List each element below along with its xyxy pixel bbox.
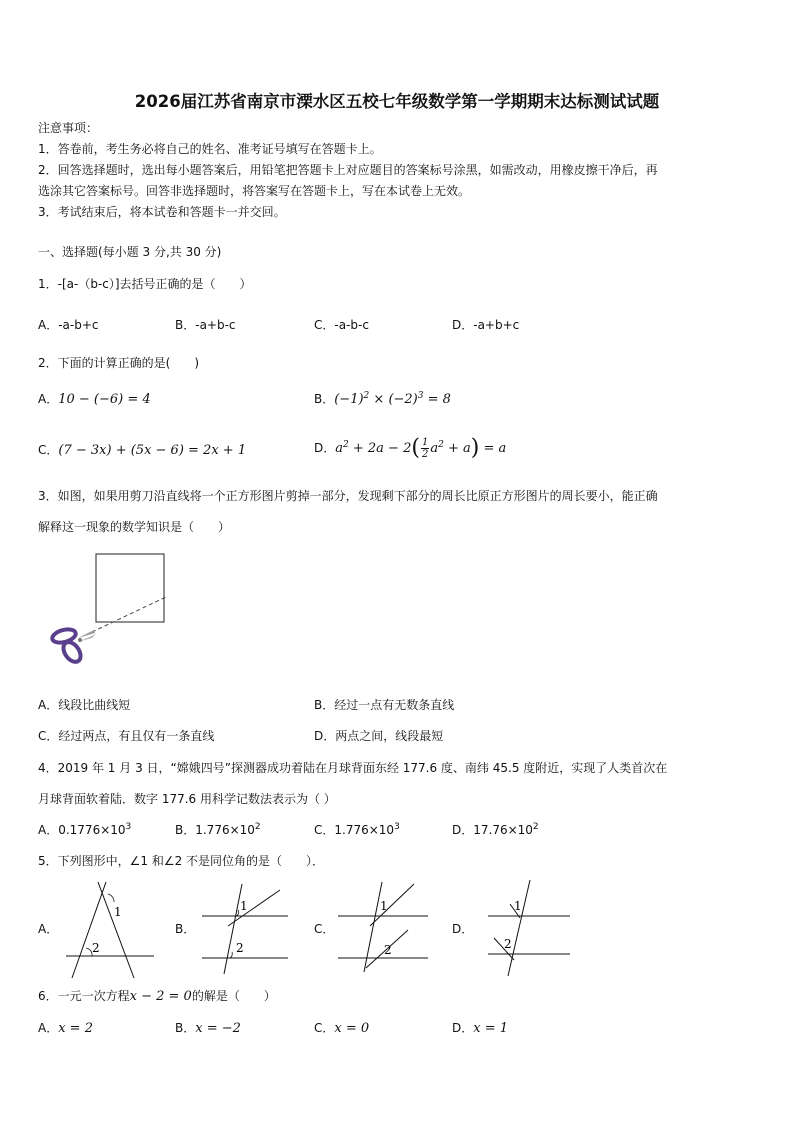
q2-a-label: A． (38, 392, 59, 406)
q1-stem: 1．-[a-（b-c）]去括号正确的是（ ） (38, 277, 252, 291)
q4-option-c: C．$1.776\times 10^3$ (314, 822, 400, 837)
q2-d-exp: 2 (438, 440, 444, 450)
q2-d-part: + 2a − 2 (348, 441, 412, 456)
q2-option-b (314, 392, 451, 409)
notice-heading: 注意事项： (38, 121, 99, 135)
q3-option-a: A．线段比曲线短 (38, 698, 131, 712)
angle-label: 1 (514, 899, 522, 913)
q2-option-c (38, 443, 246, 458)
notice-item: 3．考试结束后，将本试卷和答题卡一并交回。 (38, 205, 286, 219)
q2-d-part: a (335, 441, 344, 456)
q5-figure-c (334, 880, 434, 974)
q5-figure-a (62, 880, 160, 980)
q2-d-exp: 2 (343, 440, 349, 450)
q2-stem: 2．下面的计算正确的是( ) (38, 356, 199, 370)
q2-c-expr: (7 − 3x) + (5x − 6) = 2x + 1 (58, 443, 247, 458)
q1-option-d: D．-a+b+c (452, 318, 520, 332)
scissors-cut-figure (48, 552, 178, 670)
q5-option-d: D． (452, 922, 474, 936)
angle-label: 2 (504, 937, 512, 951)
q5-figure-d (480, 878, 574, 978)
cut-line (92, 597, 166, 632)
q4-option-b: B．$1.776\times 10^2$ (175, 822, 261, 837)
q2-b-part: × (−2) (369, 392, 418, 407)
q6-equation: x − 2 = 0 (129, 989, 192, 1004)
q3-option-d: D．两点之间，线段最短 (314, 729, 444, 743)
q6-option-b: B．x = −2 (175, 1021, 241, 1036)
angle-label: 2 (384, 943, 392, 957)
q5-figure-b (196, 882, 292, 974)
q2-d-part: + a (443, 441, 471, 456)
q2-a-expr: 10 − (−6) = 4 (58, 392, 151, 407)
q2-option-a (38, 392, 151, 407)
q2-c-label: C． (38, 443, 59, 457)
q2-option-d: D．$a^2 + 2a - 2$( $\frac{1}{2}$ $a^2 + a) = a$ (314, 435, 507, 461)
q2-d-label: D． (314, 441, 336, 455)
q2-b-part: (−1) (334, 392, 364, 407)
q3-option-c: C．经过两点，有且仅有一条直线 (38, 729, 215, 743)
q3-option-b: B．经过一点有无数条直线 (314, 698, 455, 712)
q2-b-exp: 2 (363, 391, 370, 401)
q4-option-a: A．$0.1776\times 10^3$ (38, 822, 132, 837)
q6-option-d: D．x = 1 (452, 1021, 509, 1036)
q1-option-c: C．-a-b-c (314, 318, 369, 332)
q1-option-a: A．-a-b+c (38, 318, 99, 332)
square-image (96, 554, 164, 622)
q4-stem: 月球背面软着陆．数字 177.6 用科学记数法表示为（ ） (38, 792, 336, 806)
notice-item: 2．回答选择题时，选出每小题答案后，用铅笔把答题卡上对应题目的答案标号涂黑，如需改动，用橡皮擦干净后，再 (38, 163, 658, 177)
notice-item: 1．答卷前，考生务必将自己的姓名、准考证号填写在答题卡上。 (38, 142, 382, 156)
q5-stem: 5．下列图形中，∠1 和∠2 不是同位角的是（ ）． (38, 854, 325, 868)
q4-stem: 4．2019 年 1 月 3 日，“嫦娥四号”探测器成功着陆在月球背面东经 177.6 度、南纬 45.5 度附近，实现了人类首次在 (38, 761, 668, 775)
q2-b-part: = 8 (423, 392, 451, 407)
q2-b-label: B． (314, 392, 335, 406)
q2-d-fraction: $\frac{1}{2}$ (421, 437, 429, 460)
angle-label: 1 (380, 899, 388, 913)
q5-option-a: A． (38, 922, 59, 936)
q4-option-d: D．$17.76\times 10^2$ (452, 822, 539, 837)
page-title: 2026届江苏省南京市溧水区五校七年级数学第一学期期末达标测试试题 (134, 92, 660, 111)
q6-option-c: C．x = 0 (314, 1021, 370, 1036)
q6-option-a: A．x = 2 (38, 1021, 93, 1036)
angle-label: 1 (240, 899, 248, 913)
q2-d-part: = a (479, 441, 507, 456)
q3-stem: 解释这一现象的数学知识是（ ） (38, 520, 231, 534)
angle-label: 1 (114, 905, 122, 919)
q6-stem: 6．一元一次方程x − 2 = 0的解是（ ） (38, 989, 276, 1004)
notice-item: 选涂其它答案标号。回答非选择题时，将答案写在答题卡上，写在本试卷上无效。 (38, 184, 471, 198)
angle-label: 2 (236, 941, 244, 955)
q3-stem: 3．如图，如果用剪刀沿直线将一个正方形图片剪掉一部分，发现剩下部分的周长比原正方形图片的周长要小，能正确 (38, 489, 658, 503)
angle-label: 2 (92, 941, 100, 955)
q2-b-exp: 3 (417, 391, 424, 401)
scissors-icon (51, 627, 96, 665)
q5-option-b: B． (175, 922, 196, 936)
q2-d-part: a (430, 441, 439, 456)
q1-option-b: B．-a+b-c (175, 318, 236, 332)
q5-option-c: C． (314, 922, 335, 936)
section-heading: 一、选择题(每小题 3 分,共 30 分) (38, 245, 222, 259)
